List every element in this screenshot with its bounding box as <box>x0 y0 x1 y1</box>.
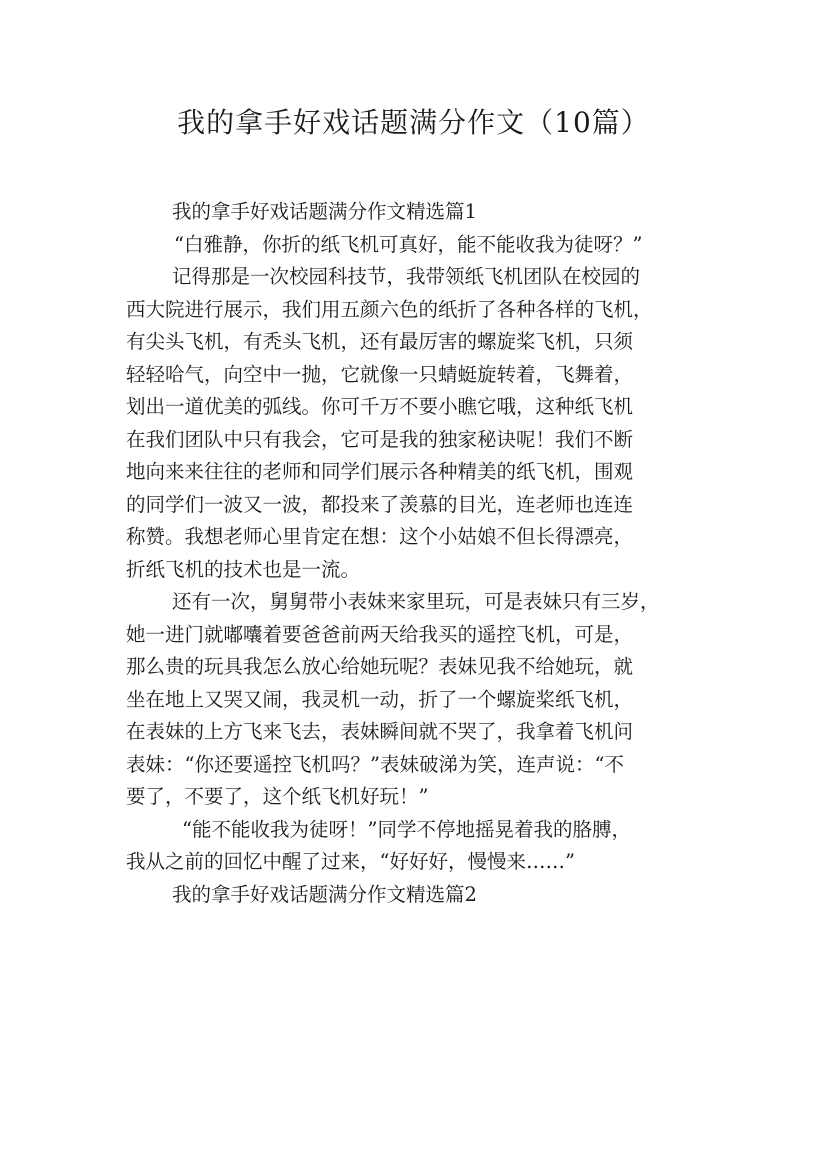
paragraph-line: 我从之前的回忆中醒了过来，“好好好，慢慢来……” <box>126 850 575 873</box>
document-body <box>126 196 716 911</box>
paragraph-line: 要了，不要了，这个纸飞机好玩！” <box>126 785 429 808</box>
paragraph-line: 有尖头飞机，有秃头飞机，还有最厉害的螺旋桨飞机，只须 <box>126 330 634 353</box>
paragraph-line: 她一进门就嘟囔着要爸爸前两天给我买的遥控飞机，可是， <box>126 622 634 646</box>
paragraph-line: 的同学们一波又一波，都投来了羡慕的目光，连老师也连连 <box>126 492 634 516</box>
paragraph-line: 表妹：“你还要遥控飞机吗？”表妹破涕为笑，连声说：“不 <box>126 752 624 776</box>
paragraph-line: 坐在地上又哭又闹，我灵机一动，折了一个螺旋桨纸飞机， <box>126 687 634 711</box>
paragraph-line: 西大院进行展示，我们用五颜六色的纸折了各种各样的飞机， <box>126 297 653 321</box>
paragraph-line: 称赞。我想老师心里肯定在想：这个小姑娘不但长得漂亮， <box>126 525 634 548</box>
paragraph-line: 划出一道优美的弧线。你可千万不要小瞧它哦，这种纸飞机 <box>126 395 634 418</box>
paragraph-line: “能不能收我为徒呀！”同学不停地摇晃着我的胳膊， <box>182 817 631 841</box>
paragraph-line: 在表妹的上方飞来飞去，表妹瞬间就不哭了，我拿着飞机问 <box>126 720 634 743</box>
paragraph-line: 还有一次，舅舅带小表妹来家里玩，可是表妹只有三岁， <box>172 590 660 613</box>
paragraph-line: 轻轻哈气，向空中一抛，它就像一只蜻蜓旋转着，飞舞着， <box>126 362 634 386</box>
section-heading-2: 我的拿手好戏话题满分作文精选篇2 <box>172 882 477 906</box>
section-heading-1: 我的拿手好戏话题满分作文精选篇1 <box>172 200 477 223</box>
paragraph-line: 那么贵的玩具我怎么放心给她玩呢？表妹见我不给她玩，就 <box>126 655 634 678</box>
paragraph-line: “白雅静，你折的纸飞机可真好，能不能收我为徒呀？” <box>174 232 643 256</box>
paragraph-line: 记得那是一次校园科技节，我带领纸飞机团队在校园的 <box>172 265 641 288</box>
paragraph-line: 折纸飞机的技术也是一流。 <box>126 557 361 581</box>
document-title: 我的拿手好戏话题满分作文（10篇） <box>177 106 650 139</box>
paragraph-line: 在我们团队中只有我会，它可是我的独家秘诀呢！我们不断 <box>126 427 634 451</box>
paragraph-line: 地向来来往往的老师和同学们展示各种精美的纸飞机，围观 <box>126 460 634 483</box>
